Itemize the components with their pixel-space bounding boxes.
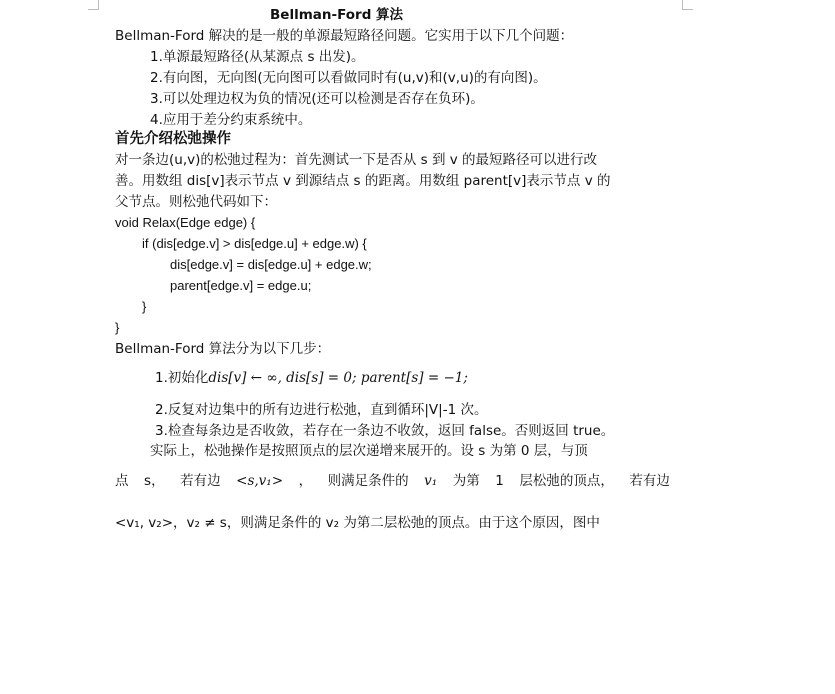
step-3: 3.检查每条边是否收敛，若存在一条边不收敛，返回 false。否则返回 true。 xyxy=(155,423,615,439)
paragraph-line: 善。用数组 dis[v]表示节点 v 到源结点 s 的距离。用数组 parent[v]表示节点 v 的 xyxy=(115,173,611,189)
page-corner-mark-left xyxy=(88,0,99,10)
list-item: 4.应用于差分约束系统中。 xyxy=(150,112,312,128)
step-1-formula: dis[v] ← ∞, dis[s] = 0; parent[s] = −1; xyxy=(208,370,468,386)
document-title: Bellman-Ford 算法 xyxy=(270,7,404,23)
math-vertex: v₁ xyxy=(424,473,438,489)
text-run: 层松弛的顶点， xyxy=(519,473,614,489)
text-run: 则满足条件的 xyxy=(327,473,409,489)
step-1-prefix: 1.初始化 xyxy=(155,370,209,386)
paragraph-line: 父节点。则松弛代码如下： xyxy=(115,194,277,210)
step-2: 2.反复对边集中的所有边进行松弛，直到循环|V|-1 次。 xyxy=(155,402,488,418)
page-corner-mark-right xyxy=(682,0,693,10)
text-run: 为第 xyxy=(452,473,480,489)
steps-intro: Bellman-Ford 算法分为以下几步： xyxy=(115,341,331,357)
section-heading: 首先介绍松弛操作 xyxy=(115,131,231,147)
text-run: 点 xyxy=(115,473,129,489)
step-1 xyxy=(155,369,468,387)
code-line: if (dis[edge.v] > dis[edge.u] + edge.w) { xyxy=(142,236,367,251)
text-run: ， xyxy=(298,473,313,489)
text-run: s， xyxy=(144,473,165,489)
paragraph-line: 实际上，松弛操作是按照顶点的层次递增来展开的。设 s 为第 0 层，与顶 xyxy=(150,443,588,459)
code-line: void Relax(Edge edge) { xyxy=(115,215,256,230)
text-run: 若有边 xyxy=(180,473,221,489)
code-line: } xyxy=(142,299,147,314)
code-line: } xyxy=(115,320,120,335)
list-item: 1.单源最短路径(从某源点 s 出发)。 xyxy=(150,49,365,65)
code-line: dis[edge.v] = dis[edge.u] + edge.w; xyxy=(170,257,372,272)
math-edge: <s,v₁> xyxy=(236,473,284,489)
list-item: 3.可以处理边权为负的情况(还可以检测是否存在负环)。 xyxy=(150,91,484,107)
list-item: 2.有向图，无向图(无向图可以看做同时有(u,v)和(v,u)的有向图)。 xyxy=(150,70,547,86)
paragraph-line: <v₁, v₂>，v₂ ≠ s，则满足条件的 v₂ 为第二层松弛的顶点。由于这个原因，图中 xyxy=(115,515,600,531)
paragraph-line-justified xyxy=(115,472,670,490)
intro-paragraph: Bellman-Ford 解决的是一般的单源最短路径问题。它实用于以下几个问题： xyxy=(115,28,574,44)
code-line: parent[edge.v] = edge.u; xyxy=(170,278,312,293)
text-run: 若有边 xyxy=(629,473,670,489)
paragraph-line: 对一条边(u,v)的松弛过程为：首先测试一下是否从 s 到 v 的最短路径可以进行改 xyxy=(115,152,598,168)
text-run: 1 xyxy=(495,473,504,489)
